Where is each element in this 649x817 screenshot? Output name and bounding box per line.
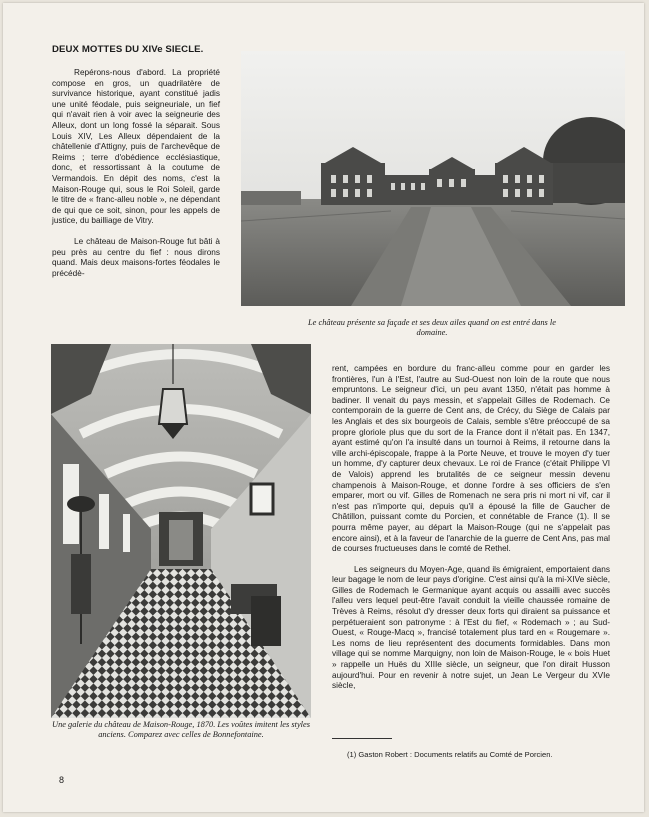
paragraph: Le château de Maison-Rouge fut bâti à peu près au centre du fief : nous dirons quand. Mais deux maisons-fortes féodales le précédè-: [52, 236, 220, 278]
footnote-divider: [332, 738, 392, 739]
caption-bottom-photo: Une galerie du château de Maison-Rouge, 1870. Les voûtes imitent les styles anciens. Comparez avec celles de Bonnefontaine.: [52, 720, 310, 739]
section-heading: DEUX MOTTES DU XIVe SIECLE.: [52, 44, 204, 55]
chateau-facade-photo: [241, 51, 625, 306]
paragraph: Repérons-nous d'abord. La propriété compose en gros, un quadrilatère de survivance historique, ayant constitué jadis une unité féodale, puis seigneuriale, un fief qui n'avait rien à voir avec la seigneurie des Alleux, dont un long fossé la séparait. Sous Louis XIV, Les Alleux dépendaient de la châtellenie d'Attigny, puis de l'archevêque de Reims ; terre d'obédience ecclésiastique, donc, et ressortissant à la coutume de Vermandois. En dépit des noms, c'est la Maison-Rouge qui, sous le Roi Soleil, garde le titre de « franc-alleu noble », ne dépendant de qui que ce soit, sinon, pour les appels de justice, du bailliage de Vitry.: [52, 68, 220, 226]
caption-top-photo: Le château présente sa façade et ses deux ailes quand on est entré dans le domaine.: [308, 318, 556, 337]
footnote: (1) Gaston Robert : Documents relatifs au Comté de Porcien.: [347, 750, 553, 759]
paragraph: Les seigneurs du Moyen-Age, quand ils émigraient, emportaient dans leur bagage le nom de leur pays d'origine. C'est ainsi qu'à la mi-XIVe siècle, Gilles de Rodemach le Germanique ayant acquis ou assailli avec succès l'alleu vers lequel peut-être l'avait conduit la vieille chaussée romaine de Trèves à Reims, résolut d'y dresser deux forts qui diraient sa puissance et perpétueraient son patronyme : à l'Est du fief, « Rodemach » ; au Sud-Ouest, « Rouge-Macq », francisé totalement plus tard en « Rougemare ». Les noms de lieu représentent des documents formidables. Dans mon village qui se nomme Marquigny, non loin de Maison-Rouge, le « bois Huet » rappelle un Huës du XIIIe siècle, un seigneur, que l'on dirait Husson aujourd'hui. Pour en revenir à notre sujet, un Jean Le Vergeur du XVIe siècle,: [332, 564, 610, 691]
gallery-photo: [51, 344, 311, 718]
paragraph: rent, campées en bordure du franc-alleu comme pour en garder les frontières, l'un à l'Est, l'autre au Sud-Ouest non loin de la route que nous empruntons. Le seigneur d'ici, un peu avant 1350, n'était pas homme à badiner. Il venait du pays messin, et s'appelait Gilles de Rodemach. Ce contemporain de la guerre de Cent ans, de Crécy, du Siège de Calais par les Anglais et des six bourgeois de Calais, semble s'être préoccupé de sa propre gloriole plus que du sort de la France dont il n'était pas. En 1347, ayant estimé qu'on l'a insulté dans un tournoi à Reims, il retourne dans la ville archi-épiscopale, frappe à la Porte Neuve, et trouve le moyen d'y tuer un homme, d'y capturer deux chevaux. Le roi de France (c'était Philippe VI de Valois) apprend les brutalités de ce seigneur messin devenu champenois à Maison-Rouge, et donne l'ordre à ses officiers de s'en emparer, mort ou vif. Gilles de Romenach ne sera pris ni mort ni vif, car il n'est pas n'importe qui, depuis qu'il a épousé la fille de Gaucher de Châtillon, puissant comte du Porcien, et connétable de France (1). Il se pourra même payer, au départ la Maison-Rouge (qui ne s'appelait pas encore ainsi), et à la faveur de l'anarchie de la guerre de Cent Ans, pas mal de courses fructueuses dans le comté de Rethel.: [332, 364, 610, 554]
page-number: 8: [59, 775, 65, 785]
column-right: [332, 364, 610, 692]
column-left: [52, 68, 220, 279]
